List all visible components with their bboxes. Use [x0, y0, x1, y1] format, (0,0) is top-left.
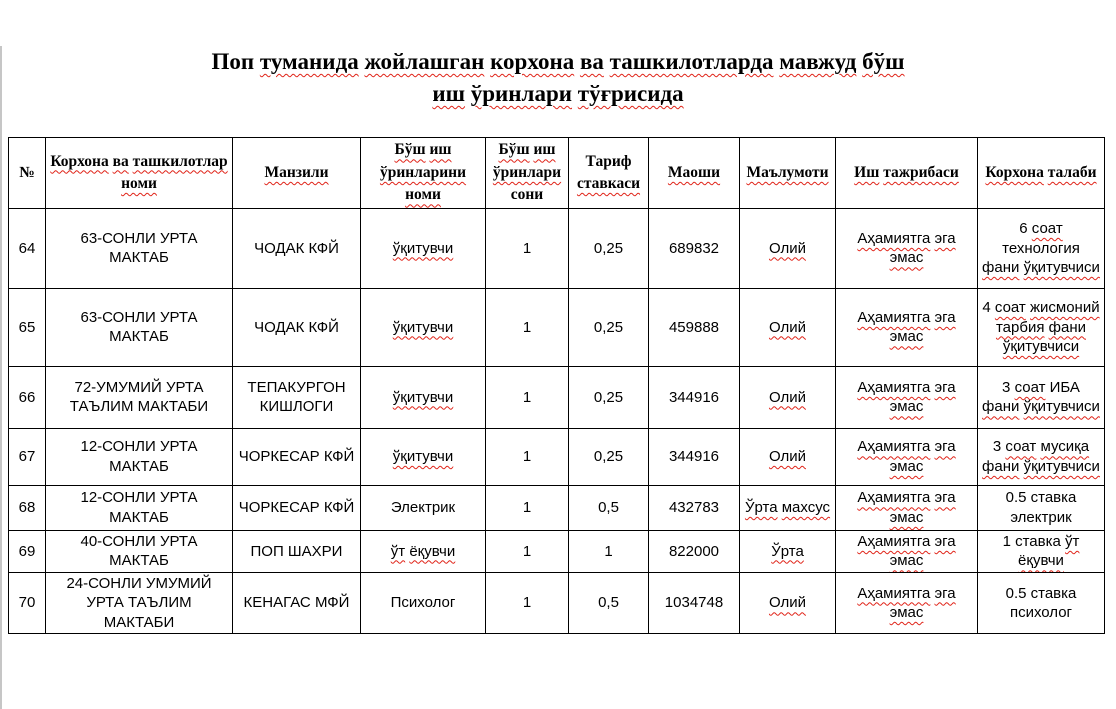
misspelled-word: ўқитувчиси	[1002, 338, 1080, 356]
table-cell: 64	[9, 208, 46, 288]
table-cell: 1	[486, 428, 569, 485]
table-cell: 1	[486, 366, 569, 428]
misspelled-word: Бўш	[498, 141, 530, 159]
table-cell: 1	[486, 288, 569, 366]
table-cell: 6 соат технология фани ўқитувчиси	[978, 208, 1105, 288]
misspelled-word: Бўш	[394, 141, 426, 159]
table-cell: 12-СОНЛИ УРТА МАКТАБ	[46, 485, 233, 530]
table-cell: 72-УМУМИЙ УРТА ТАЪЛИМ МАКТАБИ	[46, 366, 233, 428]
misspelled-word: фани	[1048, 318, 1086, 336]
misspelled-word: ўқитувчи	[392, 239, 454, 257]
misspelled-word: Ўрта	[771, 542, 804, 560]
table-cell: 70	[9, 572, 46, 634]
misspelled-word: Аҳамиятга	[857, 438, 931, 456]
vacancies-table	[8, 137, 1105, 634]
misspelled-word: ўқитувчиси	[1023, 457, 1100, 475]
header-cell-4: Бўш иш ўринлари сони	[486, 138, 569, 208]
misspelled-word: эмас	[889, 398, 924, 416]
misspelled-word: ўринлари	[470, 81, 573, 107]
misspelled-word: мусиқа	[1040, 438, 1090, 456]
table-cell: 63-СОНЛИ УРТА МАКТАБ	[46, 208, 233, 288]
misspelled-word: эмас	[889, 249, 924, 267]
misspelled-word: ўқитувчи	[392, 318, 454, 336]
misspelled-word: Олий	[768, 388, 806, 406]
table-cell: 1	[569, 530, 649, 572]
table-cell	[740, 428, 836, 485]
table-cell: 1 ставка ўт ёқувчи	[978, 530, 1105, 572]
table-cell: 0.5 ставка электрик	[978, 485, 1105, 530]
table-cell: 0,25	[569, 428, 649, 485]
misspelled-word: жисмоний	[1029, 299, 1100, 317]
misspelled-word: эмас	[889, 457, 924, 475]
table-cell	[836, 208, 978, 288]
table-cell: 0,25	[569, 208, 649, 288]
misspelled-word: фани	[982, 259, 1020, 277]
header-cell-1	[46, 138, 233, 208]
table-cell	[836, 366, 978, 428]
misspelled-word: корхона	[490, 49, 575, 74]
table-row-65	[9, 288, 1105, 366]
table-cell	[836, 288, 978, 366]
table-cell: 63-СОНЛИ УРТА МАКТАБ	[46, 288, 233, 366]
misspelled-word: тажрибаси	[883, 163, 959, 181]
table-cell: 65	[9, 288, 46, 366]
table-cell: 4 соат жисмоний тарбия фани ўқитувчиси	[978, 288, 1105, 366]
misspelled-word: Маоши	[667, 163, 721, 181]
misspelled-word: иш	[432, 81, 466, 107]
table-header-row	[9, 138, 1105, 208]
header-cell-6	[649, 138, 740, 208]
table-cell: 0,25	[569, 288, 649, 366]
misspelled-word: ташкилотларда	[609, 49, 774, 74]
misspelled-word: эга	[934, 378, 956, 396]
table-cell	[740, 366, 836, 428]
misspelled-word: иш	[429, 141, 452, 159]
table-cell	[361, 530, 486, 572]
table-cell: 69	[9, 530, 46, 572]
misspelled-word: Корхона	[985, 163, 1044, 181]
table-cell: ПОП ШАХРИ	[233, 530, 361, 572]
misspelled-word: Иш	[854, 163, 880, 181]
table-row-69	[9, 530, 1105, 572]
misspelled-word: махсус	[781, 499, 831, 517]
table-cell: 40-СОНЛИ УРТА МАКТАБ	[46, 530, 233, 572]
table-cell: 0.5 ставка психолог	[978, 572, 1105, 634]
misspelled-word: Корхона	[50, 152, 109, 170]
misspelled-word: ўқитувчиси	[1023, 259, 1100, 277]
misspelled-word: ва	[579, 49, 604, 74]
table-cell: 12-СОНЛИ УРТА МАКТАБ	[46, 428, 233, 485]
table-cell: ЧОДАК КФЙ	[233, 288, 361, 366]
table-cell: ЧОДАК КФЙ	[233, 208, 361, 288]
misspelled-word: эмас	[889, 552, 924, 570]
misspelled-word: ва	[112, 152, 129, 170]
misspelled-word: ёқувчи	[1018, 552, 1064, 570]
header-cell-8	[836, 138, 978, 208]
misspelled-word: эга	[934, 308, 956, 326]
table-cell: 1	[486, 530, 569, 572]
table-cell: 1034748	[649, 572, 740, 634]
document-title-line-2	[60, 78, 1056, 110]
table-cell: 1	[486, 208, 569, 288]
table-cell: 432783	[649, 485, 740, 530]
table-row-64	[9, 208, 1105, 288]
table-cell	[836, 572, 978, 634]
misspelled-word: Олий	[768, 239, 806, 257]
misspelled-word: соат	[1005, 438, 1037, 456]
table-cell: 689832	[649, 208, 740, 288]
misspelled-word: фани	[982, 457, 1020, 475]
table-cell: ЧОРКЕСАР КФЙ	[233, 485, 361, 530]
table-row-68	[9, 485, 1105, 530]
table-cell	[740, 288, 836, 366]
misspelled-word: ўринлари	[492, 163, 562, 181]
misspelled-word: Аҳамиятга	[857, 308, 931, 326]
table-row-67	[9, 428, 1105, 485]
misspelled-word: соат	[1014, 378, 1046, 396]
misspelled-word: Аҳамиятга	[857, 489, 931, 507]
misspelled-word: эмас	[889, 328, 924, 346]
table-cell	[836, 530, 978, 572]
table-cell: 1	[486, 572, 569, 634]
table-cell: 459888	[649, 288, 740, 366]
header-cell-3	[361, 138, 486, 208]
misspelled-word: номи	[121, 175, 157, 193]
header-cell-2	[233, 138, 361, 208]
table-cell	[740, 208, 836, 288]
misspelled-word: Олий	[768, 594, 806, 612]
misspelled-word: тўғрисида	[577, 81, 684, 107]
misspelled-word: номи	[405, 186, 441, 204]
table-cell: 24-СОНЛИ УМУМИЙ УРТА ТАЪЛИМ МАКТАБИ	[46, 572, 233, 634]
misspelled-word: туманида	[259, 49, 359, 74]
table-row-66	[9, 366, 1105, 428]
misspelled-word: Аҳамиятга	[857, 378, 931, 396]
table-cell: КЕНАГАС МФЙ	[233, 572, 361, 634]
table-cell: Электрик	[361, 485, 486, 530]
misspelled-word: эга	[934, 584, 956, 602]
misspelled-word: эга	[934, 532, 956, 550]
misspelled-word: соат	[1031, 220, 1063, 238]
table-cell: 344916	[649, 366, 740, 428]
misspelled-word: фани	[982, 398, 1020, 416]
table-cell	[740, 530, 836, 572]
misspelled-word: эга	[934, 229, 956, 247]
table-cell: Психолог	[361, 572, 486, 634]
table-cell	[740, 485, 836, 530]
table-cell: 66	[9, 366, 46, 428]
misspelled-word: жойлашган	[364, 49, 485, 74]
header-cell-0: №	[9, 138, 46, 208]
document-title	[60, 46, 1056, 110]
table-cell	[361, 288, 486, 366]
misspelled-word: ўт	[390, 542, 406, 560]
table-row-70	[9, 572, 1105, 634]
misspelled-word: ўқитувчиси	[1023, 398, 1100, 416]
misspelled-word: эмас	[889, 508, 924, 526]
misspelled-word: эга	[934, 438, 956, 456]
table-cell	[740, 572, 836, 634]
table-cell	[836, 428, 978, 485]
header-cell-5: Тариф ставкаси	[569, 138, 649, 208]
document-title-line-1: Поп туманида жойлашган корхона ва ташкилотларда мавжуд бўш	[211, 49, 905, 74]
misspelled-word: талаби	[1047, 163, 1097, 181]
misspelled-word: ўқитувчи	[392, 388, 454, 406]
table-cell	[361, 428, 486, 485]
table-cell: ЧОРКЕСАР КФЙ	[233, 428, 361, 485]
misspelled-word: ставкаси	[576, 175, 641, 193]
misspelled-word: ёқувчи	[409, 542, 456, 560]
table-cell: ТЕПАКУРГОН КИШЛОГИ	[233, 366, 361, 428]
table-cell: 3 соат мусиқа фани ўқитувчиси	[978, 428, 1105, 485]
table-cell	[361, 366, 486, 428]
misspelled-word: ташкилотлар	[132, 152, 228, 170]
misspelled-word: мавжуд	[779, 49, 857, 74]
table-cell: 0,25	[569, 366, 649, 428]
table-cell: 822000	[649, 530, 740, 572]
table-cell: 3 соат ИБА фани ўқитувчиси	[978, 366, 1105, 428]
misspelled-word: Ўрта	[744, 499, 778, 517]
page-left-edge	[0, 46, 2, 709]
misspelled-word: ўт	[1065, 532, 1080, 550]
misspelled-word: Олий	[768, 448, 806, 466]
misspelled-word: бўш	[862, 49, 905, 74]
table-cell: 68	[9, 485, 46, 530]
misspelled-word: иш	[533, 141, 556, 159]
table-cell	[836, 485, 978, 530]
header-cell-7	[740, 138, 836, 208]
misspelled-word: Аҳамиятга	[857, 229, 931, 247]
misspelled-word: Аҳамиятга	[857, 532, 931, 550]
table-cell: 0,5	[569, 572, 649, 634]
table-cell: 0,5	[569, 485, 649, 530]
misspelled-word: тарбия	[995, 318, 1045, 336]
table-cell: 1	[486, 485, 569, 530]
table-cell: 344916	[649, 428, 740, 485]
misspelled-word: Олий	[768, 318, 806, 336]
misspelled-word: эга	[934, 489, 956, 507]
misspelled-word: Манзили	[264, 163, 329, 181]
misspelled-word: эмас	[889, 604, 924, 622]
table-cell	[361, 208, 486, 288]
misspelled-word: Маълумоти	[746, 163, 829, 181]
misspelled-word: соат	[994, 299, 1026, 317]
misspelled-word: ўринларини	[379, 163, 467, 181]
misspelled-word: Аҳамиятга	[857, 584, 931, 602]
table-cell: 67	[9, 428, 46, 485]
header-cell-9	[978, 138, 1105, 208]
misspelled-word: ўқитувчи	[392, 448, 454, 466]
